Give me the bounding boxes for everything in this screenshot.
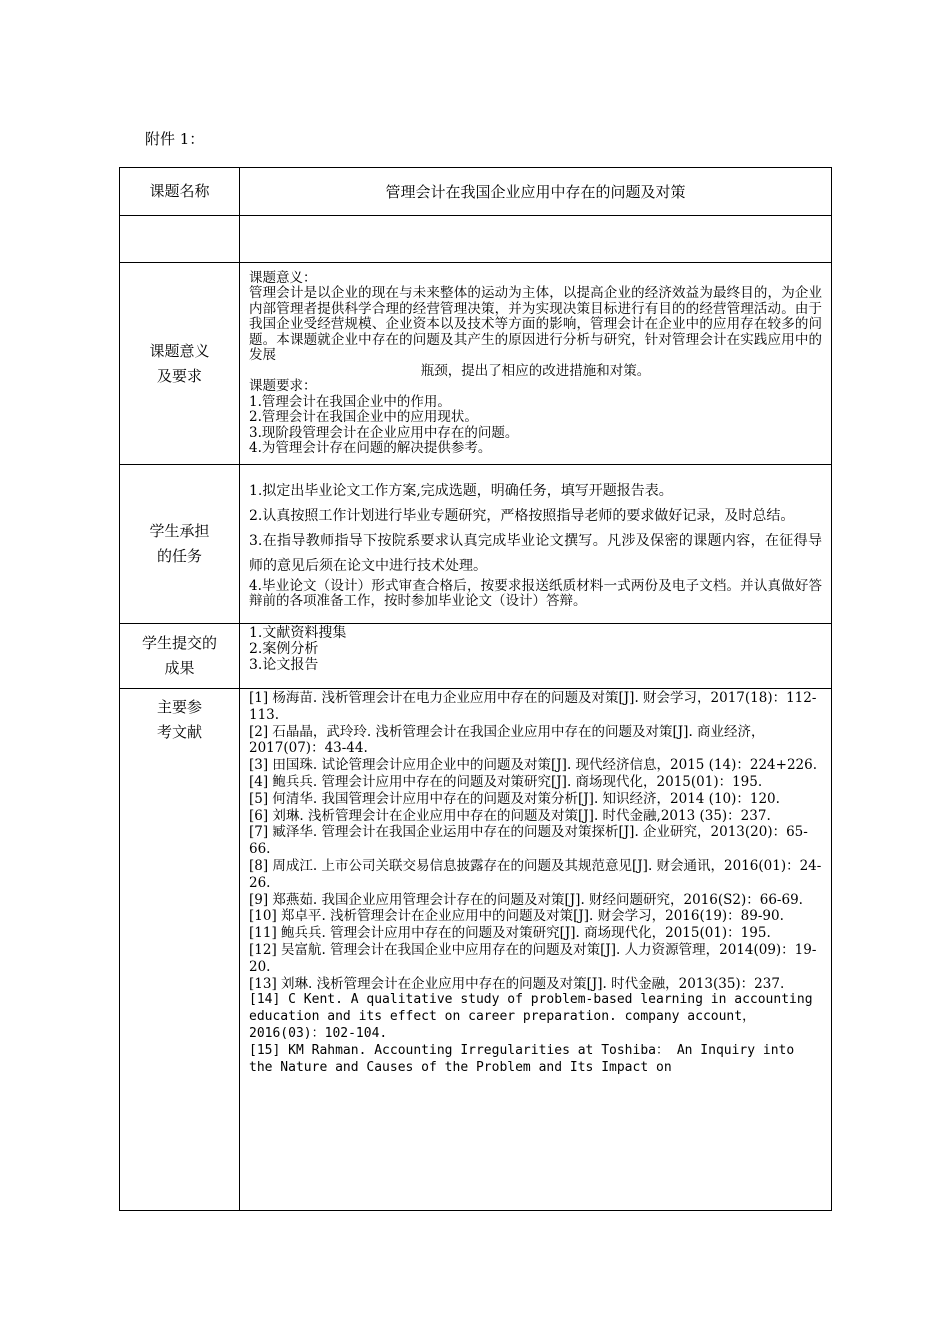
empty-label-cell: [120, 216, 240, 263]
row-topic-title: [120, 168, 832, 216]
tasks-label: 学生承担 的任务: [120, 465, 240, 624]
reference-item: [13] 刘琳. 浅析管理会计在企业应用中存在的问题及对策[J]. 时代金融，2013(35)：237.: [249, 975, 785, 992]
row-empty: [120, 216, 832, 263]
requirement-item: 1.管理会计在我国企业中的作用。: [249, 393, 451, 410]
row-significance: [120, 263, 832, 465]
requirement-item: 4.为管理会计存在问题的解决提供参考。: [249, 440, 492, 456]
task-item-4: 4.毕业论文（设计）形式审查合格后，按要求报送纸质材料一式两份及电子文档。并认真做好答辩前的各项准备工作，按时参加毕业论文（设计）答辩。: [249, 577, 822, 609]
reference-item: [3] 田国珠. 试论管理会计应用企业中的问题及对策[J]. 现代经济信息，2015 (14)：224+226.: [249, 757, 818, 774]
reference-item: [12] 吴富航. 管理会计在我国企业中应用存在的问题及对策[J]. 人力资源管理，2014(09)：19-20.: [249, 941, 817, 975]
requirements-heading: 课题要求：: [249, 378, 317, 394]
reference-item: [4] 鲍兵兵. 管理会计应用中存在的问题及对策研究[J]. 商场现代化，2015(01)：195.: [249, 773, 763, 790]
meaning-heading: 课题意义：: [249, 269, 317, 286]
reference-item: [10] 郑卓平. 浅析管理会计在企业应用中的问题及对策[J]. 财会学习，2016(19)：89-90.: [249, 908, 784, 925]
tasks-content: [249, 479, 822, 579]
reference-item: [15] KM Rahman. Accounting Irregularities at Toshiba： An Inquiry into the Nature and Causes of the Problem and Its Impact on: [249, 1042, 795, 1075]
requirement-item: 3.现阶段管理会计在企业应用中存在的问题。: [249, 424, 519, 441]
task-item: 2.认真按照工作计划进行毕业专题研究，严格按照指导老师的要求做好记录，及时总结。: [249, 507, 795, 524]
reference-item: [7] 臧泽华. 管理会计在我国企业运用中存在的问题及对策探析[J]. 企业研究，2013(20)：65-66.: [249, 824, 808, 858]
significance-content: [249, 271, 822, 457]
meaning-last-line: 瓶颈，提出了相应的改进措施和对策。: [420, 362, 651, 379]
task-item: 3.在指导教师指导下按院系要求认真完成毕业论文撰写。凡涉及保密的课题内容，在征得导师的意见后须在论文中进行技术处理。: [249, 532, 822, 574]
reference-item: [2] 石晶晶，武玲玲. 浅析管理会计在我国企业应用中存在的问题及对策[J]. 商业经济，2017(07)：43-44.: [249, 723, 765, 757]
row-tasks: [120, 465, 832, 624]
topic-title-label: 课题名称: [120, 168, 240, 216]
references-label: 主要参 考文献: [120, 689, 240, 1211]
references-list: [249, 689, 822, 1076]
results-label: 学生提交的 成果: [120, 624, 240, 689]
reference-item: [8] 周成江. 上市公司关联交易信息披露存在的问题及其规范意见[J]. 财会通讯，2016(01)：24-26.: [249, 857, 822, 891]
reference-item: [1] 杨海苗. 浅析管理会计在电力企业应用中存在的问题及对策[J]. 财会学习，2017(18)：112-113.: [249, 690, 817, 723]
empty-content-cell: [240, 216, 832, 263]
reference-item: [9] 郑燕茹. 我国企业应用管理会计存在的问题及对策[J]. 财经问题研究，2016(S2)：66-69.: [249, 891, 803, 908]
result-item: 3.论文报告: [249, 657, 319, 673]
meaning-text: 管理会计是以企业的现在与未来整体的运动为主体，以提高企业的经济效益为最终目的，为企业内部管理者提供科学合理的经营管理决策，并为实现决策目标进行有目的的经营管理活动。由于我国企业受经营规模、企业资本以及技术等方面的影响，管理会计在企业中的应用存在较多的问题。本课题就企业中存在的问题及其产生的原因进行分析与研究，针对管理会计在实践应用中的发展: [249, 285, 822, 363]
result-item: 1.文献资料搜集: [249, 625, 347, 641]
task-item: 1.拟定出毕业论文工作方案,完成选题，明确任务，填写开题报告表。: [249, 482, 673, 499]
reference-item: [11] 鲍兵兵. 管理会计应用中存在的问题及对策研究[J]. 商场现代化，2015(01)：195.: [249, 925, 771, 942]
row-references: [120, 689, 832, 1211]
results-content: [249, 624, 822, 673]
significance-label: 课题意义 及要求: [120, 263, 240, 465]
row-results: [120, 624, 832, 689]
reference-item: [6] 刘琳. 浅析管理会计在企业应用中存在的问题及对策[J]. 时代金融,2013 (35)：237.: [249, 807, 771, 824]
reference-item: [14] C Kent. A qualitative study of problem-based learning in accounting education and its effect on career preparation. company account，2016(03)：102-104.: [249, 992, 813, 1041]
result-item: 2.案例分析: [249, 641, 319, 657]
reference-item: [5] 何清华. 我国管理会计应用中存在的问题及对策分析[J]. 知识经济，2014 (10)：120.: [249, 790, 780, 807]
attachment-label: 附件 1：: [145, 130, 205, 148]
thesis-proposal-table: [119, 167, 832, 1211]
topic-title-value: 管理会计在我国企业应用中存在的问题及对策: [385, 183, 686, 201]
requirement-item: 2.管理会计在我国企业中的应用现状。: [249, 409, 478, 425]
